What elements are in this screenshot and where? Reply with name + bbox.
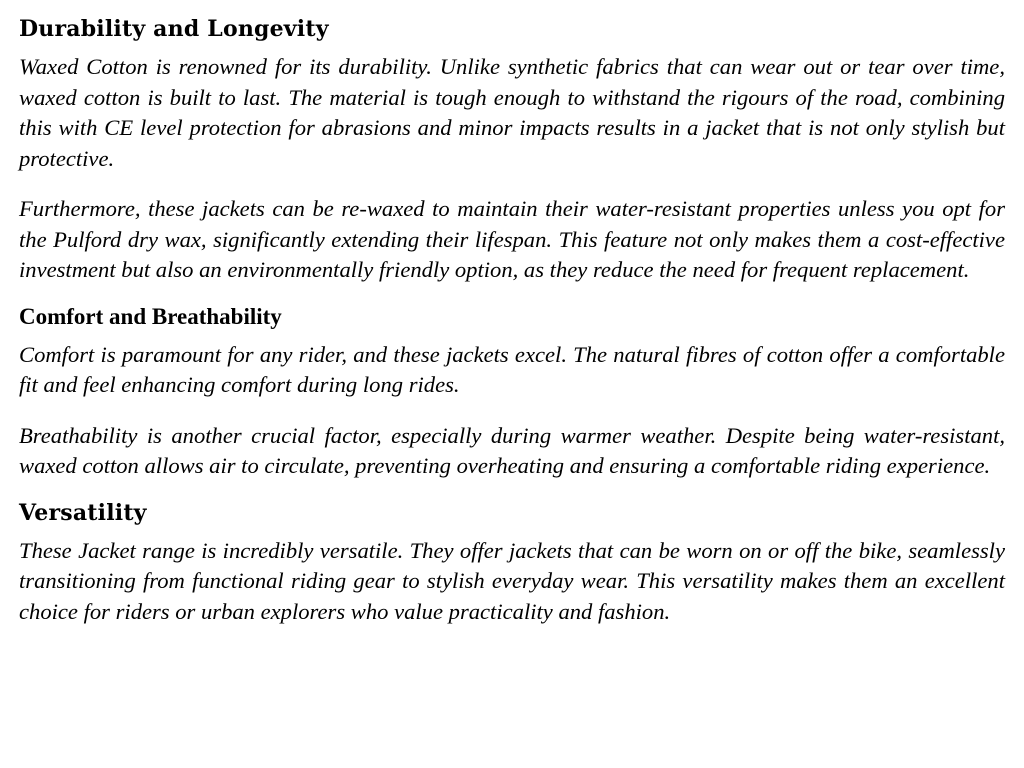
section-heading-comfort: Comfort and Breathability	[19, 303, 282, 329]
section-heading-versatility: Versatility	[19, 499, 147, 526]
comfort-paragraph-1: Comfort is paramount for any rider, and these jackets excel. The natural fibres of cotton offer a comfortable fit and feel enhancing comfort during long rides.	[19, 341, 1005, 397]
section-heading-durability: Durability and Longevity	[19, 16, 329, 42]
document-body	[19, 14, 1005, 647]
versatility-paragraph-1: These Jacket range is incredibly versatile. They offer jackets that can be worn on or off the bike, seamlessly transitioning from functional riding gear to stylish everyday wear. This versatility makes them an excellent choice for riders or urban explorers who value practicality and fashion.	[19, 537, 1005, 624]
comfort-paragraph-2: Breathability is another crucial factor, especially during warmer weather. Despite being water-resistant, waxed cotton allows air to circulate, preventing overheating and ensuring a comfortable riding experience.	[19, 422, 1005, 478]
durability-paragraph-2: Furthermore, these jackets can be re-waxed to maintain their water-resistant properties unless you opt for the Pulford dry wax, significantly extending their lifespan. This feature not only makes them a cost-effective investment but also an environmentally friendly option, as they reduce the need for frequent replacement.	[19, 196, 1005, 282]
durability-paragraph-1: Waxed Cotton is renowned for its durability. Unlike synthetic fabrics that can wear out or tear over time, waxed cotton is built to last. The material is tough enough to withstand the rigours of the road, combining this with CE level protection for abrasions and minor impacts results in a jacket that is not only stylish but protective.	[19, 54, 1005, 171]
